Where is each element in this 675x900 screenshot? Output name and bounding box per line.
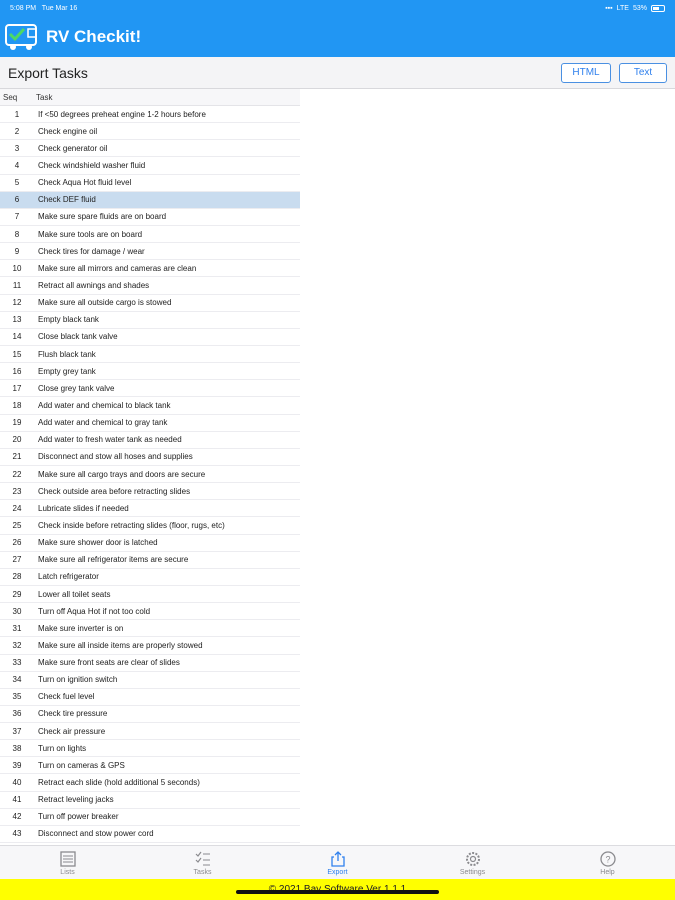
tab-help[interactable] (540, 846, 675, 879)
row-task: Disconnect and stow all hoses and supplies (38, 452, 193, 462)
app-header (0, 17, 675, 57)
table-row[interactable] (0, 517, 300, 534)
export-icon (329, 850, 347, 868)
app-title: RV Checkit! (46, 27, 142, 46)
row-seq: 23 (12, 486, 22, 496)
row-seq: 19 (12, 418, 22, 428)
table-row[interactable] (0, 209, 300, 226)
row-seq: 4 (14, 160, 20, 170)
signal-icon: ▪▪▪ (605, 5, 613, 12)
table-row[interactable] (0, 466, 300, 483)
table-row[interactable] (0, 260, 300, 277)
status-time: 5:08 PM (10, 5, 37, 12)
row-seq: 27 (12, 555, 22, 565)
row-task: Empty black tank (38, 315, 99, 325)
row-seq: 10 (12, 263, 22, 273)
row-seq: 2 (14, 126, 20, 136)
row-seq: 16 (12, 366, 22, 376)
status-date: Tue Mar 16 (41, 5, 78, 12)
row-task: Make sure front seats are clear of slides (38, 658, 180, 668)
row-task: Retract leveling jacks (38, 795, 114, 805)
status-battery: 53% (632, 5, 647, 12)
tab-label: Settings (459, 868, 486, 876)
table-row[interactable] (0, 123, 300, 140)
page-title: Export Tasks (8, 64, 88, 81)
row-seq: 11 (12, 280, 22, 290)
battery-icon (651, 5, 665, 12)
table-row[interactable] (0, 535, 300, 552)
tab-label: Help (600, 868, 615, 876)
row-task: Latch refrigerator (38, 572, 99, 582)
row-seq: 14 (12, 332, 22, 342)
tab-export[interactable] (270, 846, 405, 879)
row-task: Check outside area before retracting slides (38, 486, 191, 496)
row-seq: 1 (14, 109, 20, 119)
export-text-button[interactable]: Text (619, 63, 667, 83)
tab-tasks[interactable] (135, 846, 270, 879)
row-seq: 41 (12, 795, 22, 805)
row-seq: 38 (12, 743, 22, 753)
row-task: Check tire pressure (38, 709, 108, 719)
row-seq: 18 (12, 400, 22, 410)
row-task: Check air pressure (38, 726, 106, 736)
export-html-button[interactable]: HTML (561, 63, 611, 83)
row-seq: 22 (12, 469, 22, 479)
seq-column-header: Seq (3, 92, 18, 102)
row-seq: 21 (12, 452, 22, 462)
row-task: Make sure all refrigerator items are secure (38, 555, 189, 565)
row-seq: 24 (12, 503, 22, 513)
table-row[interactable] (0, 157, 300, 174)
row-seq: 37 (12, 726, 22, 736)
table-row[interactable] (0, 620, 300, 637)
row-task: Check inside before retracting slides (floor, rugs, etc) (38, 520, 225, 530)
row-task: Close black tank valve (38, 332, 118, 342)
row-seq: 29 (12, 589, 22, 599)
row-task: Turn on lights (38, 743, 87, 753)
row-task: Make sure spare fluids are on board (38, 212, 167, 222)
row-task: Add water and chemical to gray tank (38, 418, 168, 428)
row-task: Make sure all outside cargo is stowed (38, 298, 172, 308)
row-task: Add water and chemical to black tank (38, 400, 171, 410)
task-column-header: Task (36, 92, 53, 102)
row-task: Flush black tank (38, 349, 96, 359)
table-row[interactable] (0, 706, 300, 723)
row-task: Make sure all inside items are properly stowed (38, 640, 203, 650)
table-row[interactable] (0, 483, 300, 500)
table-row[interactable] (0, 140, 300, 157)
row-seq: 28 (12, 572, 22, 582)
table-row[interactable] (0, 346, 300, 363)
table-row[interactable] (0, 689, 300, 706)
row-task: Lubricate slides if needed (38, 503, 129, 513)
row-task: Make sure tools are on board (38, 229, 143, 239)
row-task: Make sure all cargo trays and doors are secure (38, 469, 206, 479)
row-task: Make sure shower door is latched (38, 538, 158, 548)
table-row[interactable] (0, 295, 300, 312)
list-icon (59, 850, 77, 868)
row-task: Check fuel level (38, 692, 95, 702)
row-task: Retract all awnings and shades (38, 280, 150, 290)
row-task: Empty grey tank (38, 366, 96, 376)
row-task: Lower all toilet seats (38, 589, 111, 599)
row-task: Check DEF fluid (38, 195, 96, 205)
tab-label: Export (327, 868, 348, 876)
home-indicator (236, 890, 439, 894)
row-seq: 33 (12, 658, 22, 668)
table-row[interactable] (0, 500, 300, 517)
row-seq: 12 (12, 298, 22, 308)
table-row[interactable] (0, 603, 300, 620)
rv-checklist-logo-icon (4, 21, 40, 53)
row-seq: 40 (12, 778, 22, 788)
table-row[interactable] (0, 757, 300, 774)
table-row[interactable] (0, 312, 300, 329)
table-row[interactable] (0, 449, 300, 466)
table-row[interactable] (0, 655, 300, 672)
table-row[interactable] (0, 723, 300, 740)
row-task: Check tires for damage / wear (38, 246, 145, 256)
table-row[interactable] (0, 363, 300, 380)
row-seq: 35 (12, 692, 22, 702)
row-seq: 43 (12, 829, 22, 839)
row-task: If <50 degrees preheat engine 1-2 hours before (38, 109, 206, 119)
row-seq: 6 (14, 195, 20, 205)
row-task: Check Aqua Hot fluid level (38, 178, 132, 188)
table-row[interactable] (0, 809, 300, 826)
status-signal: LTE (616, 5, 629, 12)
table-row[interactable] (0, 637, 300, 654)
table-row[interactable] (0, 175, 300, 192)
table-row[interactable] (0, 106, 300, 123)
row-seq: 8 (14, 229, 20, 239)
row-seq: 31 (12, 623, 22, 633)
row-seq: 17 (12, 383, 22, 393)
row-task: Close grey tank valve (38, 383, 115, 393)
table-row[interactable] (0, 672, 300, 689)
tab-bar (0, 845, 675, 879)
table-row[interactable] (0, 397, 300, 414)
table-row[interactable] (0, 415, 300, 432)
row-task: Turn on cameras & GPS (38, 760, 125, 770)
row-seq: 5 (14, 178, 20, 188)
row-task: Check generator oil (38, 143, 108, 153)
table-row[interactable] (0, 192, 300, 209)
table-row[interactable] (0, 774, 300, 791)
row-task: Turn off power breaker (38, 812, 119, 822)
row-task: Turn on ignition switch (38, 675, 118, 685)
row-task: Make sure all mirrors and cameras are clean (38, 263, 197, 273)
status-bar (0, 0, 675, 17)
row-task: Make sure inverter is on (38, 623, 124, 633)
svg-text:?: ? (604, 854, 611, 864)
row-seq: 20 (12, 435, 22, 445)
row-seq: 42 (12, 812, 22, 822)
gear-icon (464, 850, 482, 868)
row-seq: 7 (14, 212, 20, 222)
task-table (0, 89, 300, 843)
row-task: Check engine oil (38, 126, 98, 136)
row-seq: 13 (12, 315, 22, 325)
table-row[interactable] (0, 826, 300, 843)
tab-label: Tasks (193, 868, 212, 876)
tab-label: Lists (60, 868, 75, 876)
help-icon (599, 850, 617, 868)
export-toolbar (0, 57, 675, 89)
table-row[interactable] (0, 243, 300, 260)
row-seq: 26 (12, 538, 22, 548)
table-row[interactable] (0, 569, 300, 586)
status-left (10, 5, 77, 12)
table-body (0, 106, 300, 843)
row-seq: 15 (12, 349, 22, 359)
table-row[interactable] (0, 226, 300, 243)
row-seq: 9 (14, 246, 20, 256)
row-seq: 25 (12, 520, 22, 530)
table-row[interactable] (0, 432, 300, 449)
status-right (605, 5, 665, 12)
tasks-icon (194, 850, 212, 868)
row-task: Turn off Aqua Hot if not too cold (38, 606, 151, 616)
row-seq: 3 (14, 143, 20, 153)
table-row[interactable] (0, 586, 300, 603)
row-seq: 30 (12, 606, 22, 616)
row-task: Retract each slide (hold additional 5 seconds) (38, 778, 200, 788)
row-task: Add water to fresh water tank as needed (38, 435, 182, 445)
row-seq: 34 (12, 675, 22, 685)
table-row[interactable] (0, 380, 300, 397)
table-row[interactable] (0, 552, 300, 569)
row-seq: 39 (12, 760, 22, 770)
tab-settings[interactable] (405, 846, 540, 879)
tab-lists[interactable] (0, 846, 135, 879)
table-header (0, 89, 300, 106)
table-row[interactable] (0, 329, 300, 346)
row-seq: 36 (12, 709, 22, 719)
row-task: Disconnect and stow power cord (38, 829, 154, 839)
table-row[interactable] (0, 740, 300, 757)
row-seq: 32 (12, 640, 22, 650)
table-row[interactable] (0, 277, 300, 294)
table-row[interactable] (0, 792, 300, 809)
row-task: Check windshield washer fluid (38, 160, 146, 170)
